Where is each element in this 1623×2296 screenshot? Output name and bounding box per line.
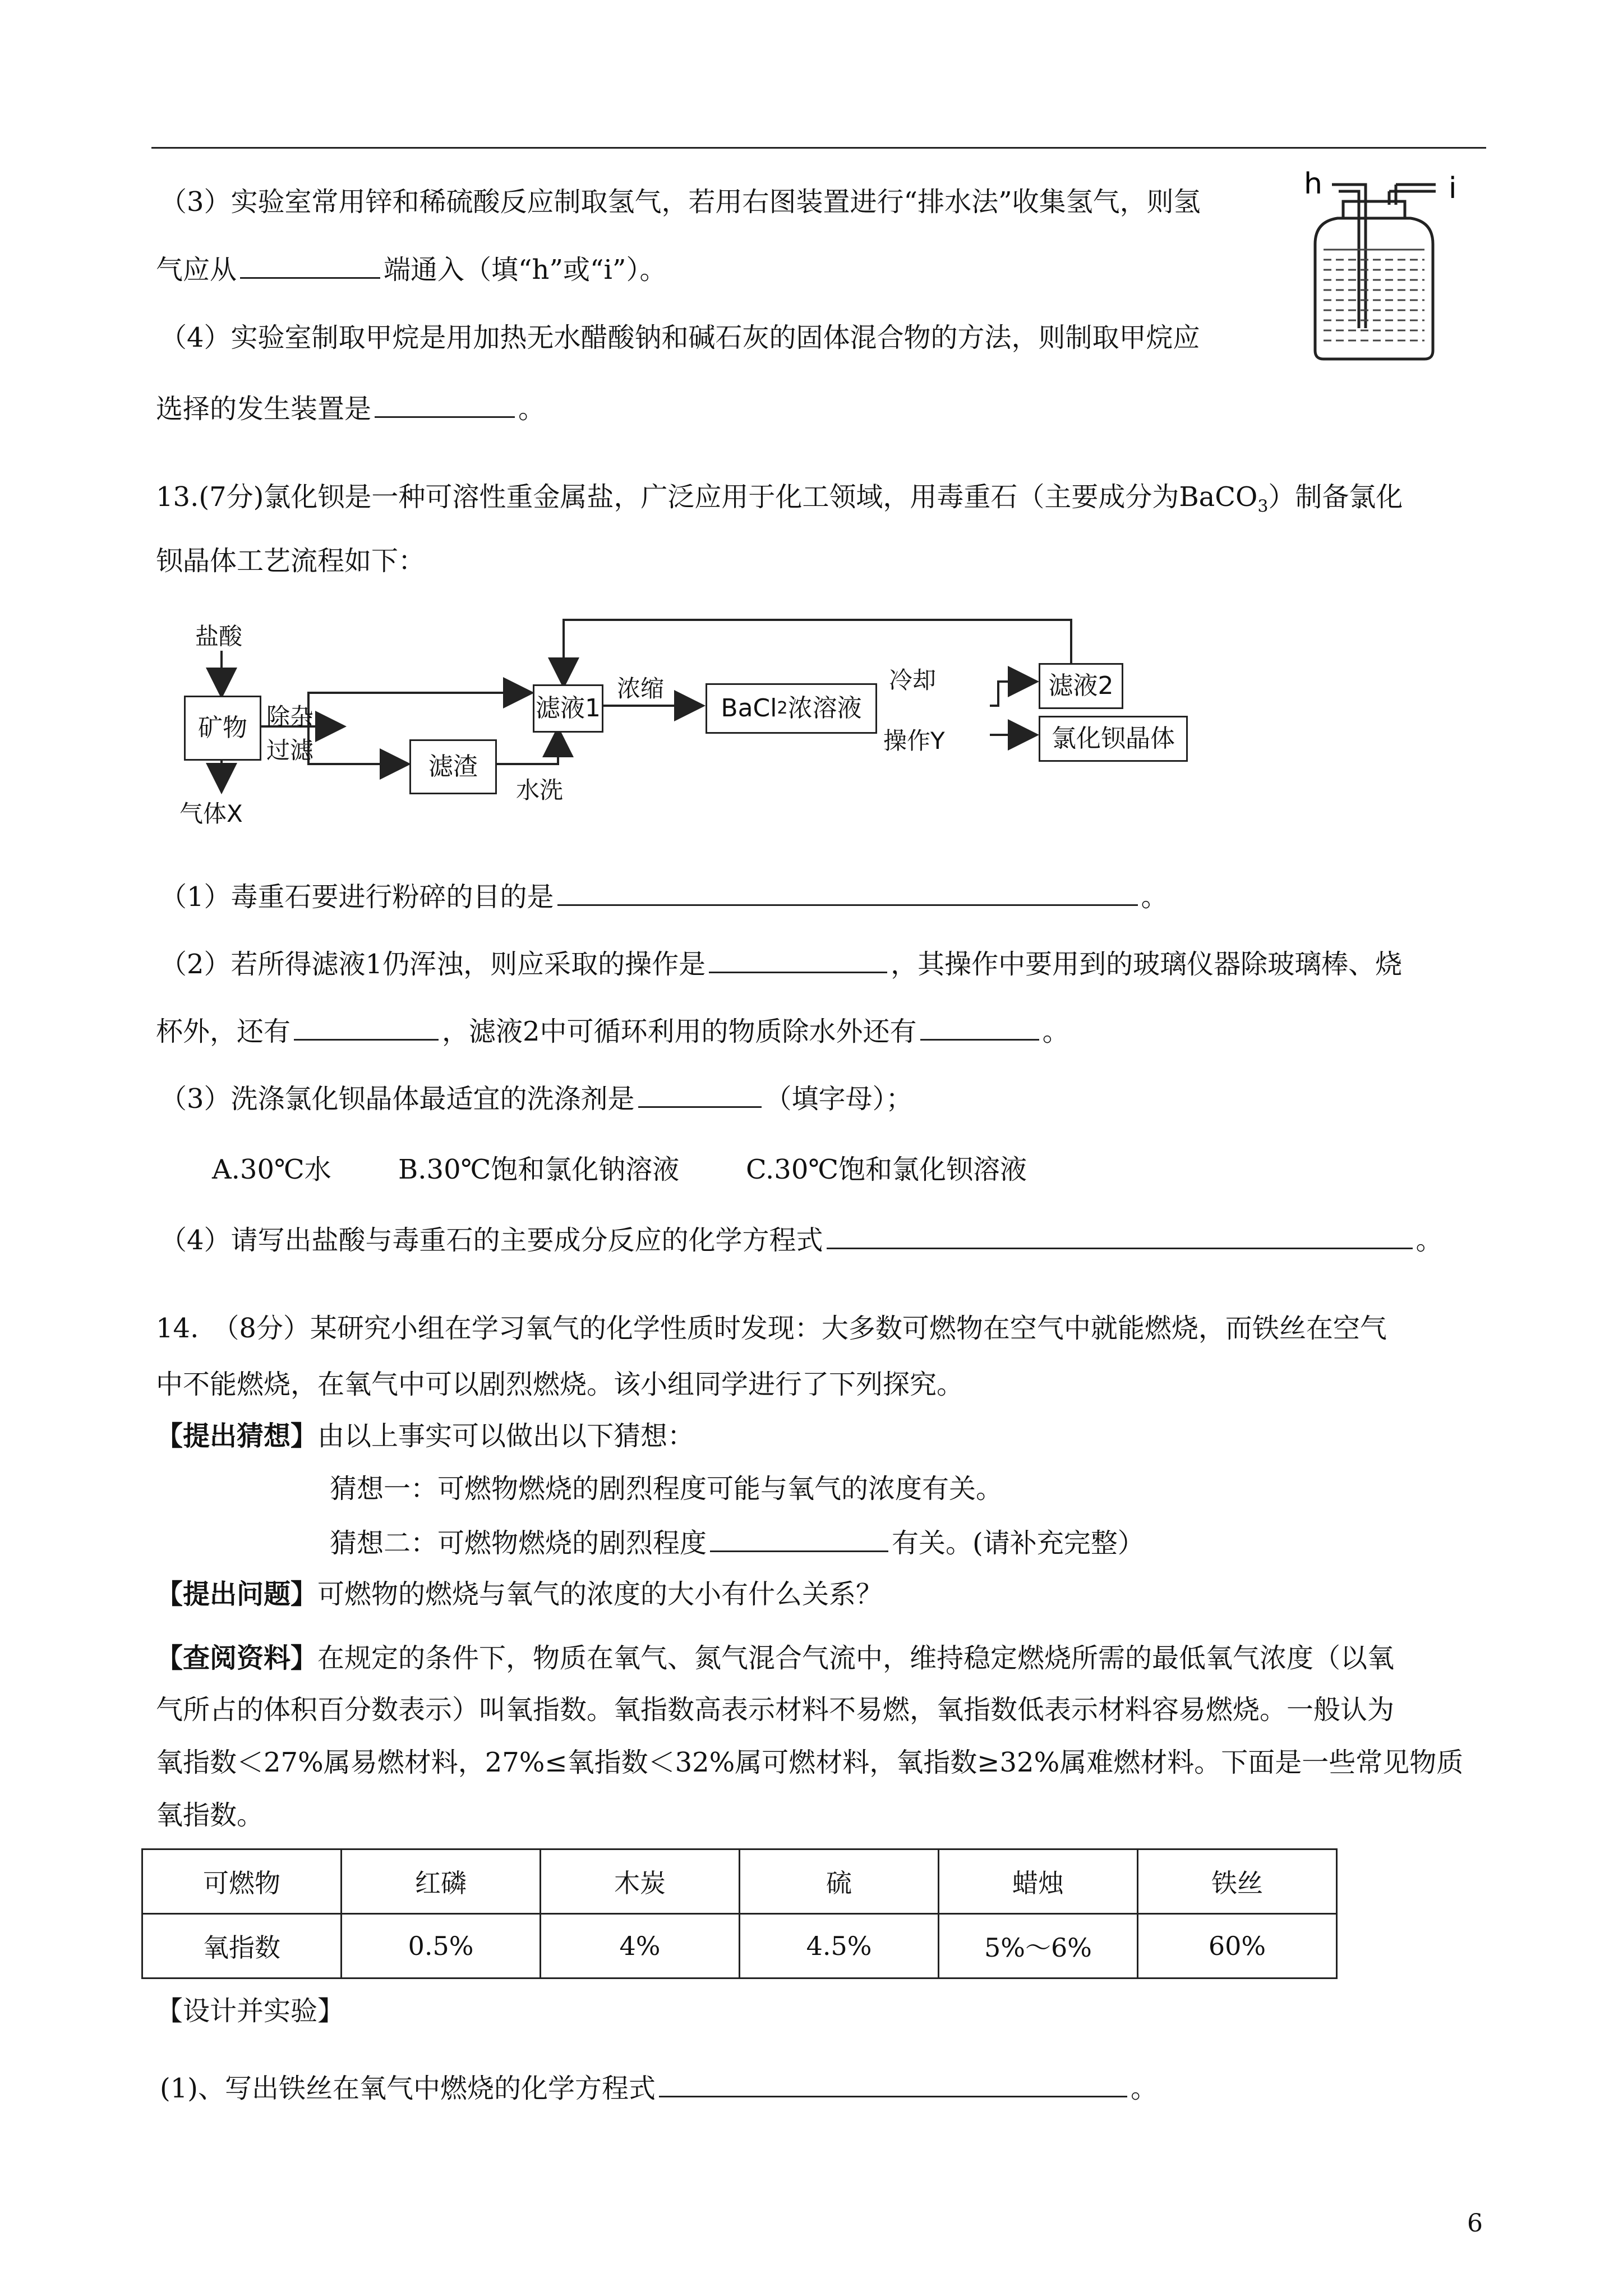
q14-design-heading: 【设计并实验】 <box>156 1995 345 2027</box>
table-row <box>142 1914 1337 1978</box>
table-cell: 红磷 <box>342 1849 541 1914</box>
label-remove-impurity: 除杂 <box>266 703 314 730</box>
q14-hypothesis-heading: 【提出猜想】由以上事实可以做出以下猜想： <box>156 1420 695 1452</box>
q12-part3-line1: （3）实验室常用锌和稀硫酸反应制取氢气，若用右图装置进行“排水法”收集氢气，则氢 <box>160 186 1201 218</box>
q14-question: 【提出问题】可燃物的燃烧与氧气的浓度的大小有什么关系？ <box>156 1579 883 1610</box>
table-cell: 硫 <box>740 1849 939 1914</box>
label-i: i <box>1449 172 1457 205</box>
table-cell: 木炭 <box>541 1849 740 1914</box>
label-hydrochloric-acid: 盐酸 <box>195 623 243 650</box>
q14-hypothesis-1: 猜想一：可燃物燃烧的剧烈程度可能与氧气的浓度有关。 <box>330 1473 1003 1504</box>
q12-part3-line2: 气应从 端通入（填“h”或“i”）。 <box>156 252 666 287</box>
label-h: h <box>1304 167 1322 201</box>
table-cell: 4.5% <box>740 1914 939 1978</box>
answer-blank[interactable] <box>240 252 380 279</box>
answer-blank[interactable] <box>375 392 515 418</box>
q14-reference-line3: 氧指数＜27%属易燃材料，27%≤氧指数＜32%属可燃材料，氧指数≥32%属难燃材料。下面是一些常见物质 <box>156 1747 1464 1778</box>
answer-blank[interactable] <box>920 1014 1039 1041</box>
answer-blank[interactable] <box>709 947 887 973</box>
oxygen-index-table <box>141 1848 1338 1979</box>
box-ore: 矿物 <box>184 696 261 761</box>
answer-blank[interactable] <box>659 2071 1127 2097</box>
q13-sub2-line1: （2）若所得滤液1仍浑浊，则应采取的操作是 ，其操作中要用到的玻璃仪器除玻璃棒、烧 <box>160 947 1402 981</box>
q14-intro-line1: 14. （8分）某研究小组在学习氧气的化学性质时发现：大多数可燃物在空气中就能燃烧，而铁丝在空气 <box>156 1313 1387 1344</box>
box-bacl2-crystal: 氯化钡晶体 <box>1039 716 1188 762</box>
q13-intro-line2: 钡晶体工艺流程如下： <box>156 545 426 577</box>
gas-washing-bottle-figure <box>1293 165 1478 367</box>
table-row <box>142 1849 1337 1914</box>
answer-blank[interactable] <box>557 880 1138 906</box>
table-cell: 5%～6% <box>939 1914 1138 1978</box>
q13-sub2-line2: 杯外，还有 ，滤液2中可循环利用的物质除水外还有 。 <box>156 1014 1069 1048</box>
q13-sub3: （3）洗涤氯化钡晶体最适宜的洗涤剂是 （填字母）； <box>160 1082 913 1116</box>
q14-reference-line1: 【查阅资料】在规定的条件下，物质在氧气、氮气混合气流中，维持稳定燃烧所需的最低氧气浓度（以氧 <box>156 1642 1395 1674</box>
q14-design-1: (1)、写出铁丝在氧气中燃烧的化学方程式 。 <box>160 2071 1158 2105</box>
header-rule <box>151 147 1486 149</box>
q14-reference-line2: 气所占的体积百分数表示）叫氧指数。氧指数高表示材料不易燃，氧指数低表示材料容易燃烧。一般认为 <box>156 1694 1395 1726</box>
process-flowchart <box>168 611 1211 836</box>
answer-blank[interactable] <box>827 1223 1413 1249</box>
q14-intro-line2: 中不能燃烧，在氧气中可以剧烈燃烧。该小组同学进行了下列探究。 <box>156 1369 964 1400</box>
label-operation-y: 操作Y <box>883 727 945 754</box>
q13-sub4: （4）请写出盐酸与毒重石的主要成分反应的化学方程式 。 <box>160 1223 1443 1257</box>
q14-hypothesis-2: 猜想二：可燃物燃烧的剧烈程度 有关。(请补充完整） <box>330 1526 1145 1560</box>
q13-option-c: C.30℃饱和氯化钡溶液 <box>746 1154 1027 1185</box>
answer-blank[interactable] <box>710 1526 888 1552</box>
table-cell: 蜡烛 <box>939 1849 1138 1914</box>
page-number: 6 <box>1467 2209 1483 2238</box>
box-filtrate-1: 滤液1 <box>533 684 603 733</box>
q12-part4-line1: （4）实验室制取甲烷是用加热无水醋酸钠和碱石灰的固体混合物的方法，则制取甲烷应 <box>160 322 1200 353</box>
box-residue: 滤渣 <box>409 739 497 794</box>
q13-option-b: B.30℃饱和氯化钠溶液 <box>398 1154 680 1185</box>
q14-reference-line4: 氧指数。 <box>156 1800 264 1831</box>
table-cell: 60% <box>1138 1914 1337 1978</box>
table-cell: 4% <box>541 1914 740 1978</box>
label-concentrate: 浓缩 <box>617 675 665 702</box>
table-cell: 铁丝 <box>1138 1849 1337 1914</box>
q12-part4-line2: 选择的发生装置是 。 <box>156 392 545 426</box>
box-bacl2-solution: BaCl 2 浓溶液 <box>706 683 877 734</box>
label-cool: 冷却 <box>889 666 937 694</box>
label-gas-x: 气体X <box>179 800 243 827</box>
table-cell: 0.5% <box>342 1914 541 1978</box>
label-filter: 过滤 <box>266 737 314 764</box>
q13-option-a: A.30℃水 <box>212 1154 331 1185</box>
table-cell: 氧指数 <box>142 1914 342 1978</box>
answer-blank[interactable] <box>294 1014 439 1041</box>
q13-sub1: （1）毒重石要进行粉碎的目的是 。 <box>160 880 1168 914</box>
label-water-wash: 水洗 <box>516 776 564 804</box>
answer-blank[interactable] <box>638 1082 762 1108</box>
box-filtrate-2: 滤液2 <box>1039 663 1123 709</box>
table-cell: 可燃物 <box>142 1849 342 1914</box>
q13-intro-line1: 13.(7分)氯化钡是一种可溶性重金属盐，广泛应用于化工领域，用毒重石（主要成分为BaCO$_3$）制备氯化 <box>156 481 1403 517</box>
